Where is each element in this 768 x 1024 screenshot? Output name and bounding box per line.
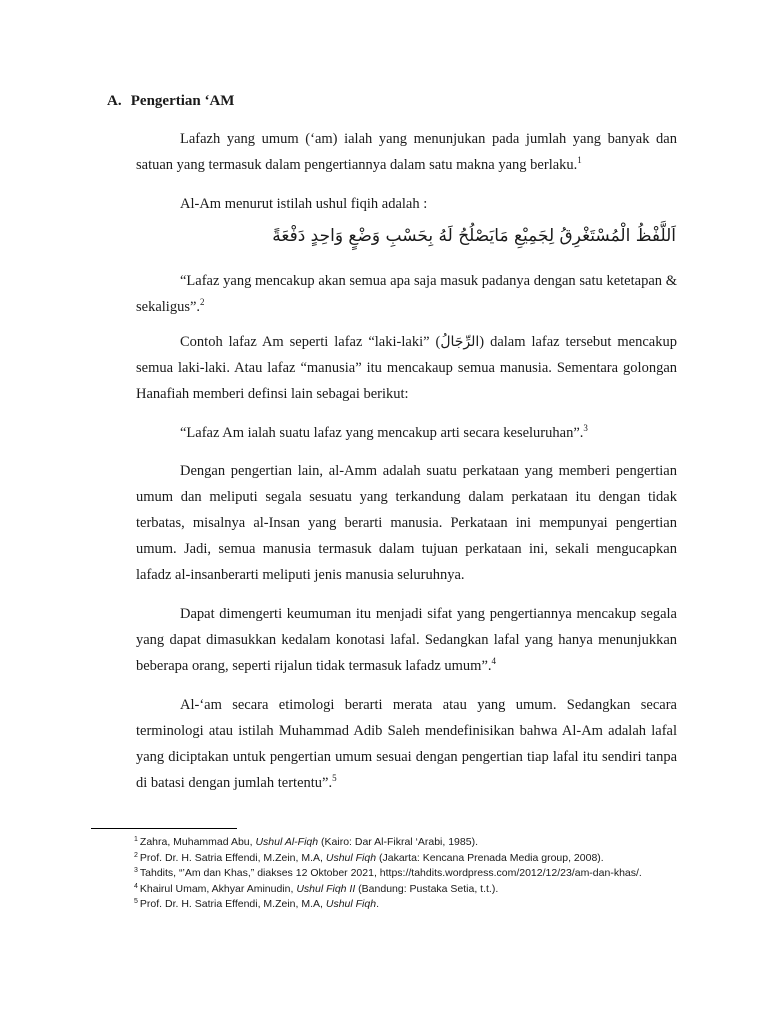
footnote-ref-3[interactable]: 3 — [583, 423, 588, 433]
section-letter: A. — [107, 93, 122, 109]
paragraph-4-text-before: Contoh lafaz Am seperti lafaz “laki-laki” ( — [180, 334, 441, 350]
section-heading — [107, 93, 234, 110]
footnote-text: . — [376, 898, 379, 910]
footnote-text: Khairul Umam, Akhyar Aminudin, — [139, 882, 297, 895]
arabic-definition: اَللَّفْظُ الْمُسْتَغْرِقُ لِجَمِيْعِ مَايَصْلُحُ لَهُ بِحَسْبِ وَضْعٍ وَاحِدٍ دَفْعَةً — [272, 226, 676, 246]
paragraph-6: Dengan pengertian lain, al-Amm adalah suatu perkataan yang memberi pengertian umum dan meliputi segala sesuatu yang terkandung dalam perkataan itu dengan tidak terbatas, misalnya al-Insan yang berarti manusia. Perkataan ini mempunyai pengertian umum. Jadi, semua manusia termasuk dalam tujuan perkataan ini, sekali mengucapkan lafadz al-insanberarti meliputi jenis manusia seluruhnya. — [136, 463, 677, 583]
footnote-separator — [91, 828, 237, 829]
footnote-number: 3 — [134, 867, 138, 874]
paragraph-5-text: “Lafaz Am ialah suatu lafaz yang mencakup arti secara keseluruhan”. — [180, 425, 584, 441]
paragraph-4-text-after: ) dalam lafaz tersebut mencakup semua laki-laki. Atau lafaz “manusia” itu mencakaup semua manusia. Sementara golongan Hanafiah memberi definsi lain sebagai berikut: — [136, 334, 677, 402]
arabic-term-rijal: الرِّجَالُ — [440, 334, 480, 350]
footnote-2 — [91, 851, 681, 867]
footnote-ref-4[interactable]: 4 — [491, 656, 497, 666]
section-title: Pengertian ‘AM — [130, 93, 235, 109]
footnote-ref-5[interactable]: 5 — [332, 773, 337, 783]
footnote-text[interactable]: Tahdits, “’Am dan Khas,” diakses 12 Oktober 2021, https://tahdits.wordpress.com/2012/12/23/am-dan-khas/. — [139, 867, 642, 879]
footnote-title: Ushul Fiqh — [325, 898, 377, 910]
footnote-title: Ushul Fiqh — [325, 851, 377, 864]
footnotes — [91, 835, 681, 913]
paragraph-1 — [136, 126, 677, 178]
paragraph-3 — [136, 268, 677, 320]
footnote-text: (Jakarta: Kencana Prenada Media group, 2008). — [376, 851, 604, 864]
footnote-3 — [91, 866, 681, 882]
footnote-number: 1 — [134, 836, 138, 843]
footnote-text: Zahra, Muhammad Abu, — [139, 836, 256, 848]
footnote-5 — [91, 897, 681, 913]
paragraph-8-text: Al-‘am secara etimologi berarti merata atau yang umum. Sedangkan secara terminologi atau istilah Muhammad Adib Saleh mendefinisikan bahwa Al-Am adalah lafal yang diciptakan untuk pengertian umum sesuai dengan pengertian tiap lafal itu sendiri tanpa di batasi dengan jumlah tertentu”. — [136, 697, 677, 791]
footnote-number: 2 — [134, 851, 138, 859]
paragraph-8 — [136, 692, 677, 796]
footnote-title: Ushul Fiqh II — [296, 882, 356, 895]
paragraph-4 — [136, 329, 677, 407]
footnote-text: Prof. Dr. H. Satria Effendi, M.Zein, M.A, — [139, 851, 326, 864]
footnote-text: Prof. Dr. H. Satria Effendi, M.Zein, M.A, — [139, 898, 326, 910]
paragraph-7-text: Dapat dimengerti keumuman itu menjadi sifat yang pengertiannya mencakup segala yang dapat dimasukkan kedalam konotasi lafal. Sedangkan lafal yang hanya menunjukkan beberapa orang, seperti rijalun tidak termasuk lafadz umum”. — [136, 606, 677, 674]
paragraph-3-text: “Lafaz yang mencakup akan semua apa saja masuk padanya dengan satu ketetapan & sekaligus”. — [136, 273, 677, 315]
footnote-text: (Bandung: Pustaka Setia, t.t.). — [355, 882, 499, 895]
footnote-ref-1[interactable]: 1 — [577, 155, 582, 165]
footnote-number: 4 — [134, 882, 138, 890]
footnote-title: Ushul Al-Fiqh — [255, 836, 319, 848]
paragraph-2: Al-Am menurut istilah ushul fiqih adalah : — [180, 196, 428, 212]
footnote-4 — [91, 882, 681, 898]
footnote-1 — [91, 835, 681, 851]
footnote-ref-2[interactable]: 2 — [200, 297, 205, 307]
footnote-number: 5 — [134, 898, 138, 905]
footnote-text: (Kairo: Dar Al-Fikral ‘Arabi, 1985). — [318, 836, 478, 848]
paragraph-5 — [180, 420, 588, 446]
paragraph-7 — [136, 601, 677, 679]
paragraph-1-text: Lafazh yang umum (‘am) ialah yang menunjukan pada jumlah yang banyak dan satuan yang termasuk dalam pengertiannya dalam satu makna yang berlaku. — [136, 131, 677, 173]
